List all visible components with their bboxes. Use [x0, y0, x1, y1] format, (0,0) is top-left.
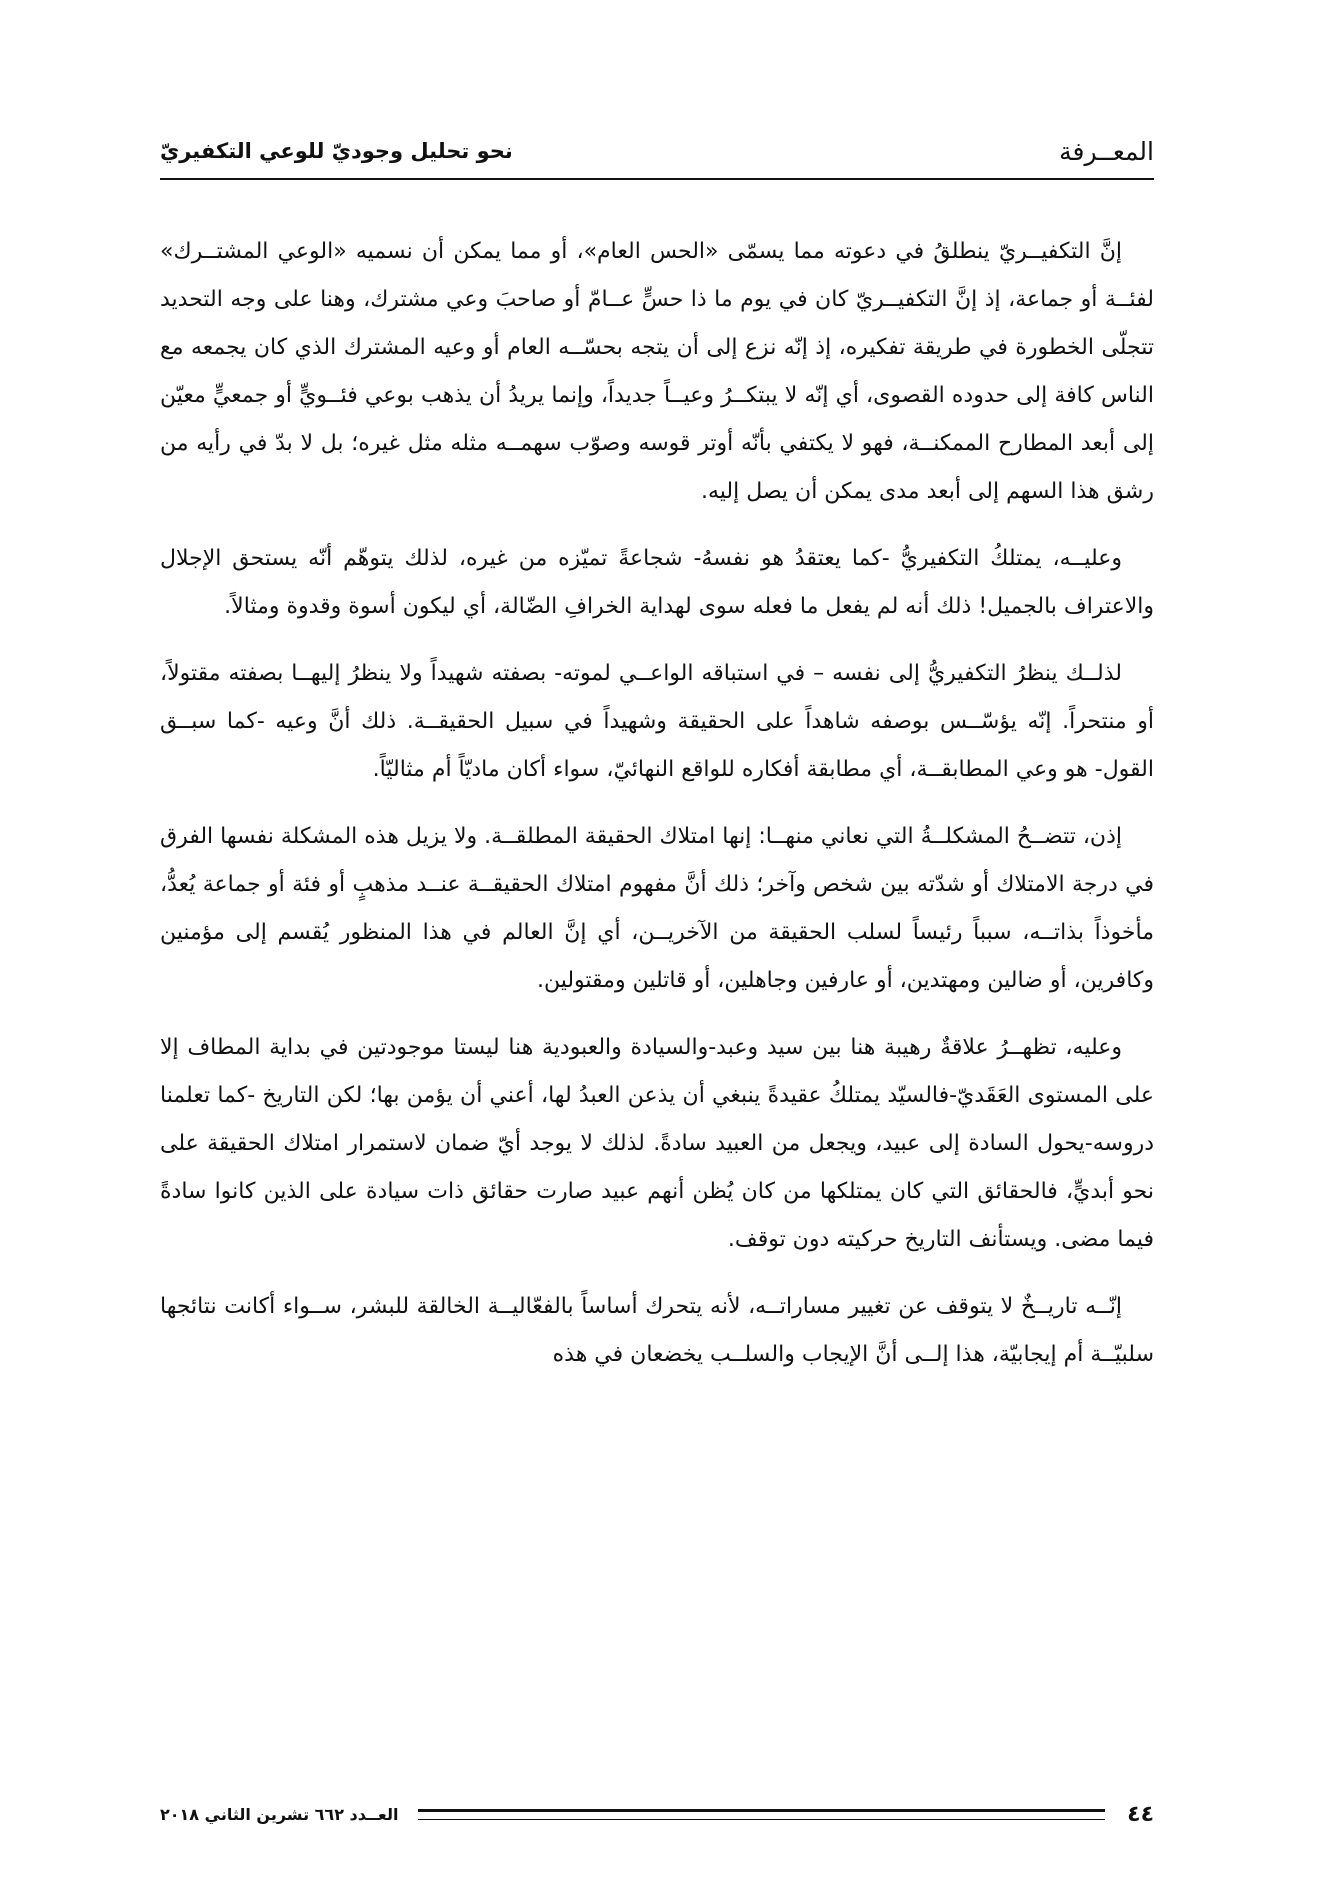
- paragraph: وعليــه، يمتلكُ التكفيريُّ -كما يعتقدُ هو نفسهُ- شجاعةً تميّزه من غيره، لذلك يتوهّم أنّه يستحق الإجلال والاعتراف بالجميل! ذلك أنه لم يفعل ما فعله سوى لهداية الخرافِ الضّالة، أي ليكون أسوة وقدوة ومثالاً.: [160, 546, 1154, 619]
- header-divider: [160, 178, 1154, 180]
- paragraph: إنَّ التكفيــريّ ينطلقُ في دعوته مما يسمّى «الحس العام»، أو مما يمكن أن نسميه «الوعي المشتــرك» لفئــة أو جماعة، إذ إنَّ التكفيــريّ كان في يوم ما ذا حسٍّ عــامّ أو صاحبَ وعي مشترك، وهنا على وجه التحديد تتجلّى الخطورة في طريقة تفكيره، إذ إنّه نزع إلى أن يتجه بحسّــه العام أو وعيه المشترك الذي كان يجمعه مع الناس كافة إلى حدوده القصوى، أي إنّه لا يبتكــرُ وعيــاً جديداً، وإنما يريدُ أن يذهب بوعي فئــويٍّ أو جمعيٍّ معيّن إلى أبعد المطارح الممكنــة، فهو لا يكتفي بأنّه أوتر قوسه وصوّب سهمــه مثله مثل غيره؛ بل لا بدّ في رأيه من رشق هذا السهم إلى أبعد مدى يمكن أن يصل إليه.: [160, 239, 1154, 504]
- article-title: نحو تحليل وجوديّ للوعي التكفيريّ: [160, 139, 513, 163]
- footer-divider: [418, 1809, 1105, 1820]
- journal-logo: المعــرفة: [1059, 136, 1154, 166]
- page-number: ٤٤: [1127, 1801, 1154, 1827]
- issue-info: العــدد ٦٦٢ تشرين الثاني ٢٠١٨: [160, 1804, 399, 1824]
- paragraph: إذن، تتضــحُ المشكلــةُ التي نعاني منهــا: إنها امتلاك الحقيقة المطلقــة. ولا يزيل هذه المشكلة نفسها الفرق في درجة الامتلاك أو شدّته بين شخص وآخر؛ ذلك أنَّ مفهوم امتلاك الحقيقــة عنــد مذهبٍ أو فئة أو جماعة يُعدُّ، مأخوذاً بذاتــه، سبباً رئيساً لسلب الحقيقة من الآخريــن، أي إنَّ العالم في هذا المنظور يُقسم إلى مؤمنين وكافرين، أو ضالين ومهتدين، أو عارفين وجاهلين، أو قاتلين ومقتولين.: [160, 824, 1154, 993]
- paragraph: وعليه، تظهــرُ علاقةٌ رهيبة هنا بين سيد وعبد-والسيادة والعبودية هنا ليستا موجودتين في بداية المطاف إلا على المستوى العَقَديّ-فالسيّد يمتلكُ عقيدةً ينبغي أن يذعن العبدُ لها، أعني أن يؤمن بها؛ لكن التاريخ -كما تعلمنا دروسه-يحول السادة إلى عبيد، ويجعل من العبيد سادةً. لذلك لا يوجد أيّ ضمان لاستمرار امتلاك الحقيقة على نحو أبديٍّ، فالحقائق التي كان يمتلكها من كان يُظن أنهم عبيد صارت حقائق ذات سيادة على الذين كانوا سادةً فيما مضى. ويستأنف التاريخ حركيته دون توقف.: [160, 1035, 1154, 1252]
- running-header: [160, 128, 1154, 174]
- article-body: [160, 228, 1154, 1398]
- paragraph: إنّــه تاريــخٌ لا يتوقف عن تغيير مساراتــه، لأنه يتحرك أساساً بالفعّاليــة الخالقة للبشر، ســواء أكانت نتائجها سلبيّــة أم إيجابيّة، هذا إلــى أنَّ الإيجاب والسلــب يخضعان في هذه: [160, 1294, 1154, 1367]
- page-footer: [160, 1794, 1154, 1834]
- paragraph: لذلــك ينظرُ التكفيريُّ إلى نفسه – في استباقه الواعــي لموته- بصفته شهيداً ولا ينظرُ إليهــا بصفته مقتولاً، أو منتحراً. إنّه يؤسّــس بوصفه شاهداً على الحقيقة وشهيداً في سبيل الحقيقــة. ذلك أنَّ وعيه -كما سبــق القول- هو وعي المطابقــة، أي مطابقة أفكاره للواقع النهائيّ، سواء أكان ماديّاً أم مثاليّاً.: [160, 661, 1154, 782]
